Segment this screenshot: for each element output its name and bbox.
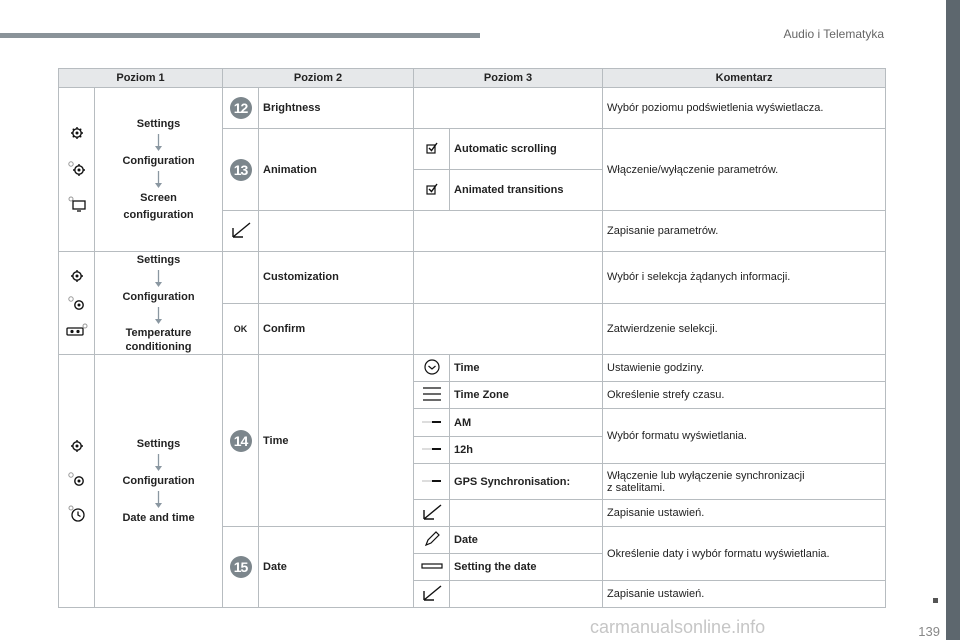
gear-icon xyxy=(70,439,84,453)
arrow-down-icon xyxy=(154,491,163,509)
format-comment: Wybór formatu wyświetlania. xyxy=(603,409,886,464)
save-comment: Zapisanie parametrów. xyxy=(603,211,886,252)
gear-config-icon xyxy=(67,295,87,313)
top-rule xyxy=(0,33,480,38)
checkbox-icon[interactable] xyxy=(426,183,438,195)
table-row xyxy=(59,88,886,129)
gear-icon xyxy=(70,126,84,140)
brightness-label: Brightness xyxy=(259,88,414,129)
gps-comment-line: Włączenie lub wyłączenie synchronizacji xyxy=(607,469,805,482)
column-header: Poziom 2 xyxy=(223,69,414,88)
level1-item: Settings xyxy=(136,437,181,450)
am-label: AM xyxy=(450,409,603,437)
toggle-icon[interactable] xyxy=(421,477,443,485)
clock-icon[interactable] xyxy=(423,358,441,376)
back-arrow-icon[interactable] xyxy=(421,503,443,521)
watermark: carmanualsonline.info xyxy=(590,617,766,637)
setting-the-date-label: Setting the date xyxy=(450,554,603,581)
step-badge: 14 xyxy=(230,430,252,452)
gear-config-icon xyxy=(67,471,87,489)
animation-label: Animation xyxy=(259,129,414,211)
section-title: Audio i Telematyka xyxy=(783,27,884,41)
time-comment: Ustawienie godziny. xyxy=(603,355,886,382)
settings-table xyxy=(58,68,886,608)
toggle-icon[interactable] xyxy=(421,445,443,453)
gear-config-icon xyxy=(67,160,87,178)
column-header: Komentarz xyxy=(603,69,886,88)
badge-cell xyxy=(223,129,259,211)
ok-button[interactable]: OK xyxy=(233,323,248,334)
save-date-comment: Zapisanie ustawień. xyxy=(603,581,886,608)
side-strip xyxy=(946,0,960,640)
checkbox-icon[interactable] xyxy=(426,142,438,154)
time-zone-comment: Określenie strefy czasu. xyxy=(603,382,886,409)
level1-path xyxy=(95,88,223,252)
level1-path xyxy=(95,355,223,608)
temperature-icon xyxy=(66,323,88,337)
level1-item: Settings xyxy=(136,254,181,266)
level1-icons xyxy=(59,88,95,252)
date-label: Date xyxy=(259,527,414,608)
arrow-down-icon xyxy=(154,134,163,152)
page-dot xyxy=(933,598,938,603)
pencil-icon[interactable] xyxy=(423,530,441,548)
customization-label: Customization xyxy=(259,252,414,304)
step-badge: 13 xyxy=(230,159,252,181)
gps-comment-line: z satelitami. xyxy=(607,481,666,494)
table-row xyxy=(59,355,886,382)
level1-item: Configuration xyxy=(122,474,195,487)
level1-item: Date and time xyxy=(122,511,195,524)
badge-cell xyxy=(223,527,259,608)
animation-comment: Włączenie/wyłączenie parametrów. xyxy=(603,129,886,211)
page-number: 139 xyxy=(918,624,940,639)
step-badge: 15 xyxy=(230,556,252,578)
confirm-label: Confirm xyxy=(259,303,414,355)
level1-item: Screen configuration xyxy=(123,191,194,221)
clock-icon xyxy=(67,505,87,523)
level1-item: Configuration xyxy=(122,291,195,303)
back-arrow-icon[interactable] xyxy=(421,584,443,602)
column-header: Poziom 1 xyxy=(59,69,223,88)
level1-path xyxy=(95,252,223,355)
gps-label: GPS Synchronisation: xyxy=(450,464,603,500)
12h-label: 12h xyxy=(450,437,603,464)
column-header: Poziom 3 xyxy=(414,69,603,88)
gear-icon xyxy=(70,269,84,283)
table-row xyxy=(59,252,886,304)
time-zone-label: Time Zone xyxy=(450,382,603,409)
list-icon[interactable] xyxy=(422,386,442,402)
back-arrow-icon[interactable] xyxy=(230,221,252,239)
arrow-down-icon xyxy=(154,270,163,288)
gps-comment xyxy=(603,464,886,500)
time-label: Time xyxy=(259,355,414,527)
animated-transitions-label: Animated transitions xyxy=(450,170,603,211)
save-time-comment: Zapisanie ustawień. xyxy=(603,500,886,527)
confirm-comment: Zatwierdzenie selekcji. xyxy=(603,303,886,355)
arrow-down-icon xyxy=(154,307,163,325)
date-comment: Określenie daty i wybór formatu wyświetlania. xyxy=(603,527,886,581)
date-field-icon[interactable] xyxy=(421,561,443,571)
badge-cell xyxy=(223,88,259,129)
level1-item: Settings xyxy=(136,117,181,130)
screen-icon xyxy=(67,196,87,214)
customization-comment: Wybór i selekcja żądanych informacji. xyxy=(603,252,886,304)
level1-item: Configuration xyxy=(122,154,195,167)
level1-icons xyxy=(59,252,95,355)
toggle-icon[interactable] xyxy=(421,418,443,426)
automatic-scrolling-label: Automatic scrolling xyxy=(450,129,603,170)
arrow-down-icon xyxy=(154,454,163,472)
arrow-down-icon xyxy=(154,171,163,189)
badge-cell xyxy=(223,355,259,527)
level1-icons xyxy=(59,355,95,608)
brightness-comment: Wybór poziomu podświetlenia wyświetlacza. xyxy=(603,88,886,129)
date-option-label: Date xyxy=(450,527,603,554)
step-badge: 12 xyxy=(230,97,252,119)
time-option-label: Time xyxy=(450,355,603,382)
table-header-row xyxy=(59,69,886,88)
level1-item: Temperature conditioning xyxy=(125,327,192,353)
